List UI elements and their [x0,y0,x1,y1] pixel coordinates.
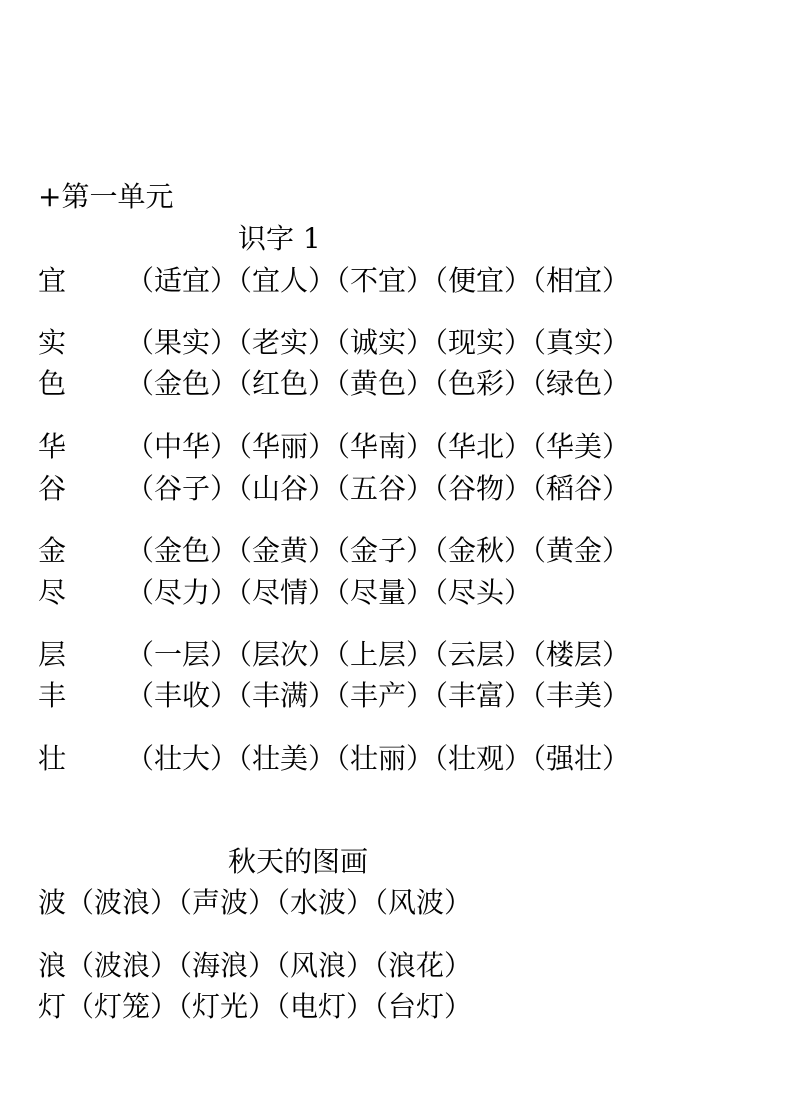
vocab-char: 壮 [38,742,67,775]
unit-title: +第一单元 [38,180,174,213]
vocab-char: 层 [38,638,67,671]
lesson-title: 识字 1 [238,222,321,255]
vocab-words: （灯笼）（灯光）（电灯）（台灯） [66,990,473,1023]
vocab-char: 谷 [38,472,67,505]
vocab-char: 浪 [38,949,67,982]
vocab-char: 华 [38,430,67,463]
vocab-words: （谷子）（山谷）（五谷）（谷物）（稻谷） [126,472,631,505]
vocab-char: 波 [38,886,67,919]
vocab-char: 丰 [38,679,67,712]
vocab-words: （波浪）（声波）（水波）（风波） [66,886,473,919]
vocab-words: （金色）（金黄）（金子）（金秋）（黄金） [126,534,631,567]
lesson-title: 秋天的图画 [228,845,369,878]
vocab-words: （中华）（华丽）（华南）（华北）（华美） [126,430,631,463]
vocab-char: 灯 [38,990,67,1023]
vocab-char: 实 [38,326,67,359]
vocab-words: （金色）（红色）（黄色）（色彩）（绿色） [126,367,631,400]
vocab-char: 色 [38,367,67,400]
vocab-words: （尽力）（尽情）（尽量）（尽头） [126,576,533,609]
vocab-words: （波浪）（海浪）（风浪）（浪花） [66,949,473,982]
vocab-char: 宜 [38,264,67,297]
vocab-words: （丰收）（丰满）（丰产）（丰富）（丰美） [126,679,631,712]
vocab-words: （果实）（老实）（诚实）（现实）（真实） [126,326,631,359]
vocab-words: （适宜）（宜人）（不宜）（便宜）（相宜） [126,264,631,297]
vocab-char: 尽 [38,576,67,609]
vocab-char: 金 [38,534,67,567]
vocab-words: （一层）（层次）（上层）（云层）（楼层） [126,638,631,671]
vocab-words: （壮大）（壮美）（壮丽）（壮观）（强壮） [126,742,631,775]
